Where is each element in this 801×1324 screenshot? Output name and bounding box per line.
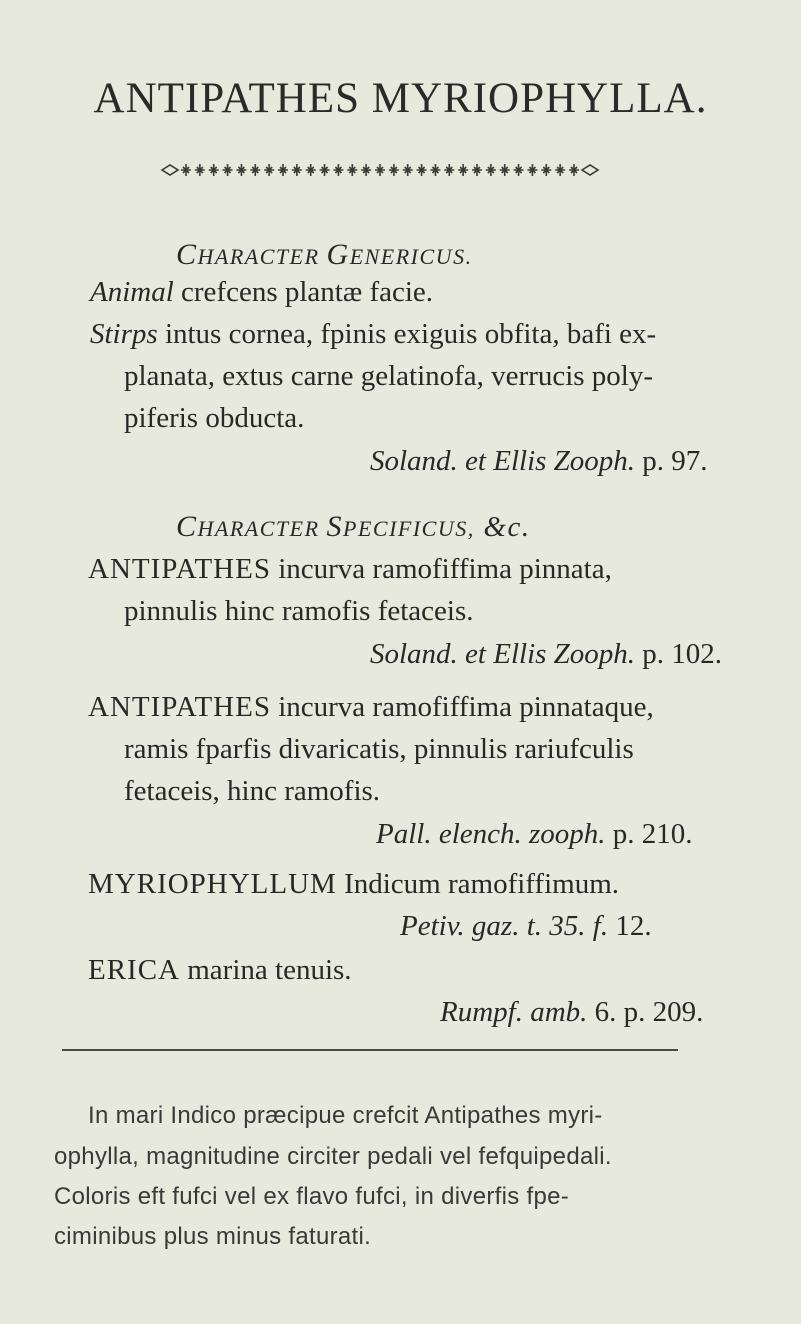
ornament-cross: [458, 164, 468, 176]
description-line-3: Coloris eft fufci vel ex flavo fufci, in diverfis fpe-: [54, 1183, 570, 1210]
ornamental-rule: [160, 160, 600, 180]
stirps-line: Stirps intus cornea, fpinis exiguis obfita, bafi ex-: [90, 318, 657, 350]
description-line-2: ophylla, magnitudine circiter pedali vel fefquipedali.: [54, 1143, 612, 1170]
ornament-cross: [320, 164, 330, 176]
ornament-cross: [541, 164, 551, 176]
specific-heading: CHARACTER SPECIFICUS, &c.: [176, 510, 531, 543]
description-line-4: ciminibus plus minus faturati.: [54, 1223, 372, 1250]
synonym-entry-4-reference: Rumpf. amb. 6. p. 209.: [440, 996, 704, 1028]
ornament-cross: [555, 164, 565, 176]
ornament-cross: [195, 164, 205, 176]
ornament-cross: [306, 164, 316, 176]
synonym-entry-4: ERICA marina tenuis.: [88, 954, 352, 986]
synonym-entry-2-reference: Pall. elench. zooph. p. 210.: [376, 818, 693, 850]
ornament-cross: [472, 164, 482, 176]
description-line-1: In mari Indico præcipue crefcit Antipathes myri-: [88, 1102, 603, 1129]
ornament-cross: [209, 164, 219, 176]
ornament-cross: [361, 164, 371, 176]
ornament-cross: [569, 164, 579, 176]
synonym-entry-1-line-2: pinnulis hinc ramofis fetaceis.: [124, 595, 474, 627]
ornament-cross: [333, 164, 343, 176]
ornament-cross: [514, 164, 524, 176]
synonym-entry-3-reference: Petiv. gaz. t. 35. f. 12.: [400, 910, 652, 942]
ornament-cross: [500, 164, 510, 176]
ornament-cross: [444, 164, 454, 176]
generic-reference: Soland. et Ellis Zooph. p. 97.: [370, 445, 708, 477]
ornament-cross: [181, 164, 191, 176]
stirps-line-3: piferis obducta.: [124, 402, 305, 434]
synonym-entry-1: ANTIPATHES incurva ramofiffima pinnata,: [88, 553, 612, 585]
ornament-cross: [486, 164, 496, 176]
ornament-cross: [292, 164, 302, 176]
animal-line: Animal crefcens plantæ facie.: [90, 276, 434, 308]
synonym-entry-2-line-3: fetaceis, hinc ramofis.: [124, 775, 381, 807]
stirps-line-2: planata, extus carne gelatinofa, verrucis poly-: [124, 360, 654, 392]
generic-heading: CHARACTER GENERICUS.: [176, 238, 473, 271]
synonym-entry-1-reference: Soland. et Ellis Zooph. p. 102.: [370, 638, 723, 670]
ornament-cross: [347, 164, 357, 176]
ornament-cross: [527, 164, 537, 176]
section-divider: [62, 1049, 678, 1051]
ornament-cross: [278, 164, 288, 176]
synonym-entry-2: ANTIPATHES incurva ramofiffima pinnataque,: [88, 691, 654, 723]
ornament-cross: [389, 164, 399, 176]
ornament-cross: [264, 164, 274, 176]
ornament-cross: [375, 164, 385, 176]
synonym-entry-3: MYRIOPHYLLUM Indicum ramofiffimum.: [88, 868, 619, 900]
ornament-cross: [236, 164, 246, 176]
ornament-cross: [223, 164, 233, 176]
ornament-cross: [417, 164, 427, 176]
synonym-entry-2-line-2: ramis fparfis divaricatis, pinnulis rariufculis: [124, 733, 634, 765]
page-title: ANTIPATHES MYRIOPHYLLA.: [93, 75, 708, 122]
ornament-cross: [250, 164, 260, 176]
ornament-cross: [430, 164, 440, 176]
ornament-cross: [403, 164, 413, 176]
